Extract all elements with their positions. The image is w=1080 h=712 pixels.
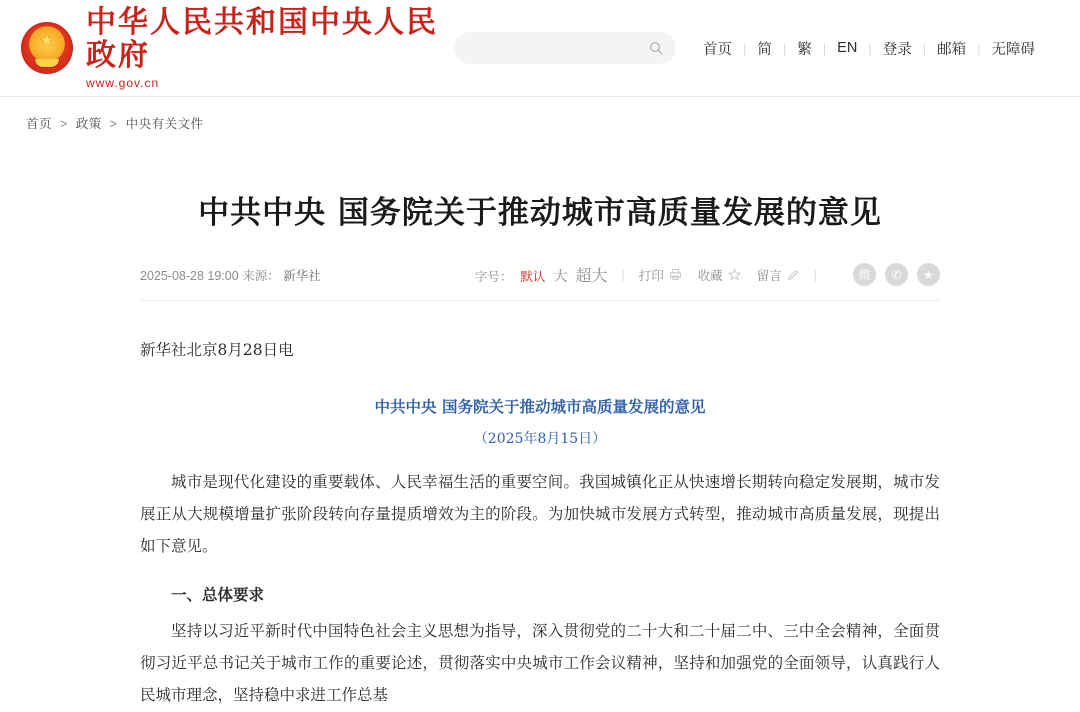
nav-item-login[interactable]: 登录 (882, 41, 912, 58)
nav-item-simplified[interactable]: 简 (757, 41, 772, 58)
nav-separator: | (782, 40, 787, 56)
source-label: 来源： (242, 268, 280, 283)
dateline: 新华社北京8月28日电 (140, 341, 294, 360)
fontsize-label: 字号： (474, 270, 513, 285)
share-group (853, 263, 940, 286)
nav-item-home[interactable]: 首页 (703, 41, 732, 58)
publish-datetime: 2025-08-28 19:00 (140, 268, 239, 283)
paragraph: 坚持以习近平新时代中国特色社会主义思想为指导，深入贯彻党的二十大和二十届二中、三中全会精神，全面贯彻习近平总书记关于城市工作的重要论述，贯彻落实中央城市工作会议精神，坚持和加强党的全面领导，认真践行人民城市理念，坚持稳中求进工作总基 (140, 622, 940, 704)
nav-separator: | (977, 40, 981, 56)
source-name: 新华社 (283, 268, 321, 283)
nav-item-traditional[interactable]: 繁 (797, 41, 812, 58)
weibo-share-icon[interactable]: 微 (853, 263, 876, 286)
nav-item-accessibility[interactable]: 无障碍 (991, 41, 1035, 58)
section-heading: 一、总体要求 (171, 584, 265, 604)
search-box[interactable] (454, 32, 676, 64)
meta-divider: | (813, 267, 817, 282)
comment-label: 留言 (756, 268, 782, 283)
print-button[interactable] (639, 266, 682, 284)
nav-separator: | (922, 40, 927, 56)
page-title: 中共中央 国务院关于推动城市高质量发展的意见 (198, 194, 882, 231)
breadcrumb-separator: > (109, 117, 118, 131)
site-header (0, 0, 1080, 96)
search-icon[interactable] (648, 40, 664, 56)
favorite-label: 收藏 (697, 268, 723, 283)
article-meta-tools (475, 263, 940, 286)
article-meta-left (140, 266, 321, 284)
article (140, 132, 940, 712)
article-body (140, 335, 940, 712)
breadcrumb-separator: > (60, 117, 68, 131)
national-emblem-icon: ★ (18, 19, 76, 77)
nav-separator: | (868, 40, 872, 56)
brand-domain: www.gov.cn (86, 76, 160, 90)
print-label: 打印 (638, 268, 664, 283)
header-right (454, 32, 1046, 64)
nav-separator: | (822, 40, 827, 56)
document-date: （2025年8月15日） (473, 430, 607, 447)
fontsize-default[interactable]: 默认 (520, 270, 546, 285)
fontsize-large[interactable]: 大 (553, 268, 568, 285)
favorite-button[interactable] (698, 266, 741, 284)
search-input[interactable] (466, 40, 648, 57)
fontsize-xlarge[interactable]: 超大 (575, 268, 608, 286)
header-nav (692, 38, 1046, 59)
star-icon (728, 268, 741, 281)
printer-icon (669, 268, 682, 281)
site-brand[interactable] (86, 6, 454, 90)
pencil-icon (787, 268, 800, 281)
breadcrumb-item-central-documents[interactable]: 中央有关文件 (125, 117, 204, 131)
breadcrumb-item-home[interactable]: 首页 (26, 117, 53, 131)
brand-title: 中华人民共和国中央人民政府 (86, 5, 438, 73)
meta-divider: | (621, 267, 625, 282)
nav-item-english[interactable]: EN (837, 40, 858, 56)
nav-item-mail[interactable]: 邮箱 (937, 41, 967, 58)
document-title: 中共中央 国务院关于推动城市高质量发展的意见 (374, 396, 706, 416)
breadcrumb (0, 97, 1080, 132)
breadcrumb-item-policy[interactable]: 政策 (75, 117, 102, 131)
wechat-share-icon[interactable]: ✆ (885, 263, 908, 286)
favorite-share-icon[interactable]: ★ (917, 263, 940, 286)
article-meta-bar (140, 263, 940, 301)
fontsize-group (475, 263, 608, 286)
nav-separator: | (743, 40, 747, 56)
paragraph: 城市是现代化建设的重要载体、人民幸福生活的重要空间。我国城镇化正从快速增长期转向稳定发展期，城市发展正从大规模增量扩张阶段转向存量提质增效为主的阶段。为加快城市发展方式转型，推动城市高质量发展，现提出如下意见。 (140, 473, 940, 555)
comment-button[interactable] (757, 266, 800, 284)
